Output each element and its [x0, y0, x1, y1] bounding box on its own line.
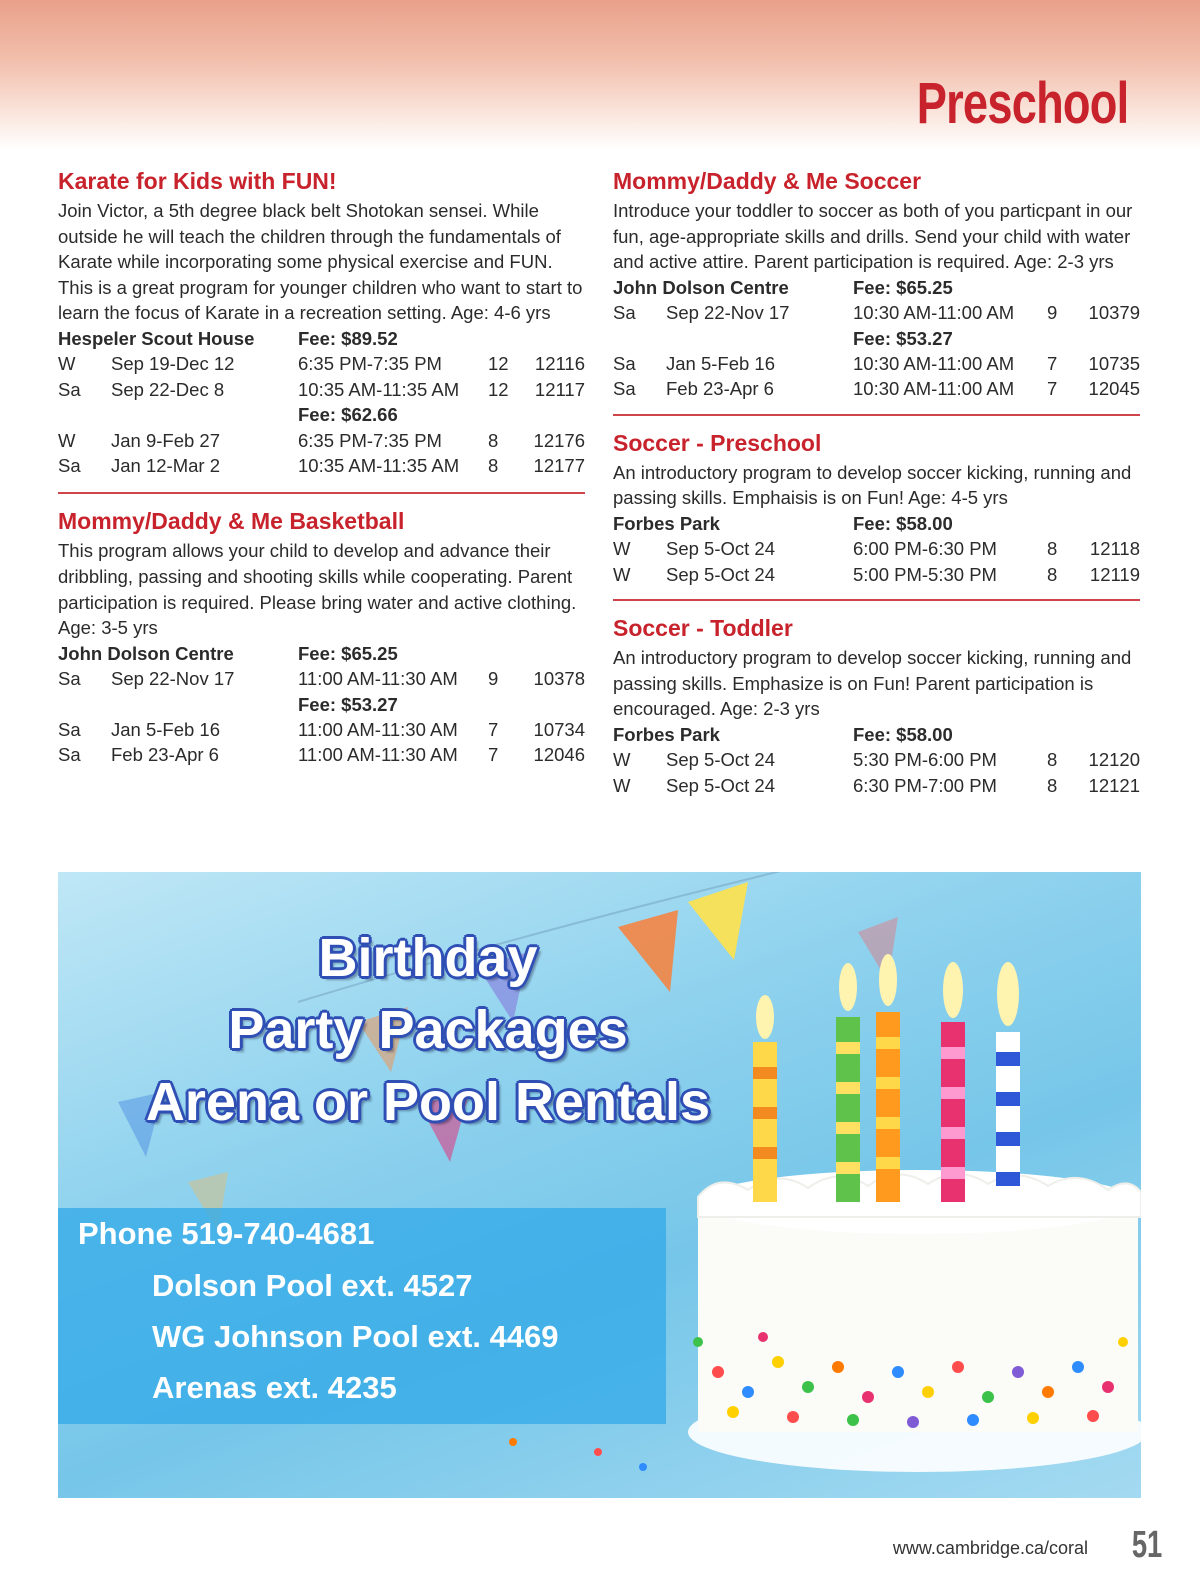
birthday-banner — [58, 872, 1141, 1498]
time: 6:00 PM-6:30 PM — [853, 538, 997, 560]
classes: 9 — [1047, 302, 1058, 324]
course-code: 12119 — [1089, 563, 1140, 585]
divider — [58, 492, 585, 494]
phone-number: Phone 519-740-4681 — [78, 1216, 375, 1251]
dates: Feb 23-Apr 6 — [111, 744, 219, 766]
day: W — [613, 538, 631, 560]
day: Sa — [613, 353, 636, 374]
fee: Fee: $53.27 — [298, 693, 398, 715]
program-soccer-parent — [613, 166, 1140, 402]
course-code: 12118 — [1089, 538, 1140, 560]
day: Sa — [58, 668, 81, 690]
course-code: 12177 — [533, 455, 585, 476]
program-description: This program allows your child to develop and advance their dribbling, passing and shooting skills while cooperating. Parent participation is required. Please bring water and active clothing. Age: 3-5 yrs — [58, 540, 577, 639]
day: Sa — [58, 744, 81, 766]
classes: 8 — [1047, 749, 1058, 771]
dates: Jan 5-Feb 16 — [111, 719, 221, 740]
dates: Jan 5-Feb 16 — [666, 353, 776, 374]
program-title: Karate for Kids with FUN! — [58, 168, 337, 194]
day: W — [58, 353, 76, 375]
time: 6:35 PM-7:35 PM — [298, 353, 442, 375]
course-code: 10735 — [1088, 353, 1140, 374]
candle-icon — [996, 962, 1020, 1202]
divider — [613, 599, 1140, 601]
schedule-row — [58, 717, 585, 742]
day: W — [613, 749, 631, 771]
time: 5:00 PM-5:30 PM — [853, 563, 997, 585]
fee: Fee: $62.66 — [298, 404, 398, 426]
dates: Sep 5-Oct 24 — [666, 774, 776, 796]
course-code: 10378 — [533, 668, 585, 690]
schedule-row — [58, 351, 585, 376]
program-title: Soccer - Preschool — [613, 429, 822, 456]
classes: 9 — [488, 668, 499, 690]
classes: 8 — [1047, 774, 1058, 796]
candle-icon — [876, 954, 900, 1202]
dates: Sep 5-Oct 24 — [666, 563, 776, 585]
fee-row — [613, 326, 1140, 351]
day: W — [58, 429, 76, 451]
schedule-row — [613, 773, 1140, 798]
time: 11:00 AM-11:30 AM — [298, 668, 458, 690]
schedule-row — [613, 376, 1140, 401]
time: 11:00 AM-11:30 AM — [298, 719, 458, 740]
classes: 8 — [1047, 538, 1058, 560]
classes: 12 — [488, 378, 509, 400]
schedule-row — [58, 742, 585, 767]
schedule-row — [58, 428, 585, 453]
course-code: 12120 — [1088, 749, 1140, 771]
classes: 7 — [488, 744, 499, 766]
course-code: 12116 — [534, 353, 585, 375]
time: 6:35 PM-7:35 PM — [298, 429, 442, 451]
location: Forbes Park — [613, 724, 720, 745]
fee: Fee: $65.25 — [853, 276, 953, 298]
course-code: 12117 — [534, 378, 585, 400]
location-fee-row — [613, 275, 1140, 300]
banner-headline-line3: Arena or Pool Rentals — [145, 1072, 711, 1132]
fee: Fee: $89.52 — [298, 327, 398, 349]
program-description: An introductory program to develop soccer kicking, running and passing skills. Emphaisis is on Fun! Age: 4-5 yrs — [613, 461, 1132, 509]
time: 10:30 AM-11:00 AM — [853, 353, 1015, 374]
course-code: 12046 — [533, 744, 585, 766]
location: John Dolson Centre — [613, 276, 789, 298]
program-description: Introduce your toddler to soccer as both of you particpant in our fun, age-appropriate skills and drills. Send your child with water and active attire. Parent participation is required. Age: 2-3 yrs — [613, 200, 1133, 273]
course-code: 12045 — [1088, 378, 1140, 400]
location-fee-row — [58, 641, 585, 666]
dates: Sep 5-Oct 24 — [666, 749, 776, 771]
day: W — [613, 563, 631, 585]
location-fee-row — [613, 722, 1140, 747]
time: 10:30 AM-11:00 AM — [853, 378, 1015, 400]
course-code: 12121 — [1088, 774, 1140, 796]
classes: 8 — [488, 455, 499, 476]
course-code: 10734 — [533, 719, 585, 740]
classes: 7 — [488, 719, 499, 740]
course-code: 12176 — [533, 429, 585, 451]
day: Sa — [613, 302, 636, 324]
time: 11:00 AM-11:30 AM — [298, 744, 458, 766]
contact-extension: WG Johnson Pool ext. 4469 — [152, 1319, 559, 1354]
time: 10:35 AM-11:35 AM — [298, 378, 460, 400]
schedule-row — [613, 536, 1140, 561]
schedule-row — [613, 747, 1140, 772]
program-soccer-preschool — [613, 428, 1140, 587]
dates: Jan 9-Feb 27 — [111, 429, 221, 451]
dates: Sep 22-Nov 17 — [111, 668, 235, 690]
dates: Sep 19-Dec 12 — [111, 353, 235, 375]
fee: Fee: $65.25 — [298, 642, 398, 664]
schedule-row — [58, 453, 585, 478]
dates: Sep 22-Dec 8 — [111, 378, 225, 400]
footer-url[interactable]: www.cambridge.ca/coral — [892, 1538, 1088, 1558]
schedule-row — [58, 377, 585, 402]
program-basketball — [58, 506, 585, 767]
page-number: 51 — [1131, 1524, 1162, 1566]
location-fee-row — [613, 511, 1140, 536]
contact-extension: Dolson Pool ext. 4527 — [152, 1268, 473, 1303]
program-title: Soccer - Toddler — [613, 615, 793, 642]
day: Sa — [58, 455, 81, 476]
dates: Sep 22-Nov 17 — [666, 302, 790, 324]
location: Forbes Park — [613, 513, 720, 534]
schedule-row — [613, 351, 1140, 376]
classes: 7 — [1047, 353, 1058, 374]
banner-headline-line2: Party Packages — [228, 1000, 628, 1060]
program-soccer-toddler — [613, 613, 1140, 798]
banner-headline-line1: Birthday — [318, 928, 538, 988]
contact-extension: Arenas ext. 4235 — [152, 1370, 397, 1405]
dates: Feb 23-Apr 6 — [666, 378, 774, 400]
day: Sa — [613, 378, 636, 400]
fee: Fee: $53.27 — [853, 327, 953, 349]
classes: 8 — [1047, 563, 1058, 585]
location: Hespeler Scout House — [58, 327, 255, 349]
program-karate — [58, 166, 585, 478]
divider — [613, 414, 1140, 416]
dates: Jan 12-Mar 2 — [111, 455, 220, 476]
schedule-row — [613, 300, 1140, 325]
classes: 8 — [488, 429, 499, 451]
time: 10:30 AM-11:00 AM — [853, 302, 1015, 324]
dates: Sep 5-Oct 24 — [666, 538, 776, 560]
schedule-row — [58, 666, 585, 691]
program-description: Join Victor, a 5th degree black belt Shotokan sensei. While outside he will teach the children through the fundamentals of Karate while incorporating some physical exercise and FUN. This is a great program for younger children who want to start to learn the focus of Karate in a recreation setting. Age: 4-6 yrs — [58, 200, 583, 324]
time: 10:35 AM-11:35 AM — [298, 455, 460, 476]
right-column — [613, 166, 1140, 806]
left-column — [58, 166, 585, 776]
fee-row — [58, 402, 585, 427]
fee: Fee: $58.00 — [853, 513, 953, 534]
time: 6:30 PM-7:00 PM — [853, 774, 997, 796]
section-title: Preschool — [916, 71, 1128, 136]
day: Sa — [58, 378, 81, 400]
candle-icon — [836, 963, 860, 1202]
classes: 7 — [1047, 378, 1058, 400]
candle-icon — [941, 962, 965, 1202]
location-fee-row — [58, 326, 585, 351]
day: W — [613, 774, 631, 796]
location: John Dolson Centre — [58, 642, 234, 664]
course-code: 10379 — [1088, 302, 1140, 324]
fee: Fee: $58.00 — [853, 724, 953, 745]
fee-row — [58, 692, 585, 717]
time: 5:30 PM-6:00 PM — [853, 749, 997, 771]
day: Sa — [58, 719, 81, 740]
program-title: Mommy/Daddy & Me Basketball — [58, 508, 405, 535]
program-description: An introductory program to develop soccer kicking, running and passing skills. Emphasize is on Fun! Parent participation is encouraged. Age: 2-3 yrs — [613, 647, 1132, 720]
program-title: Mommy/Daddy & Me Soccer — [613, 168, 922, 194]
classes: 12 — [488, 353, 509, 375]
schedule-row — [613, 562, 1140, 587]
